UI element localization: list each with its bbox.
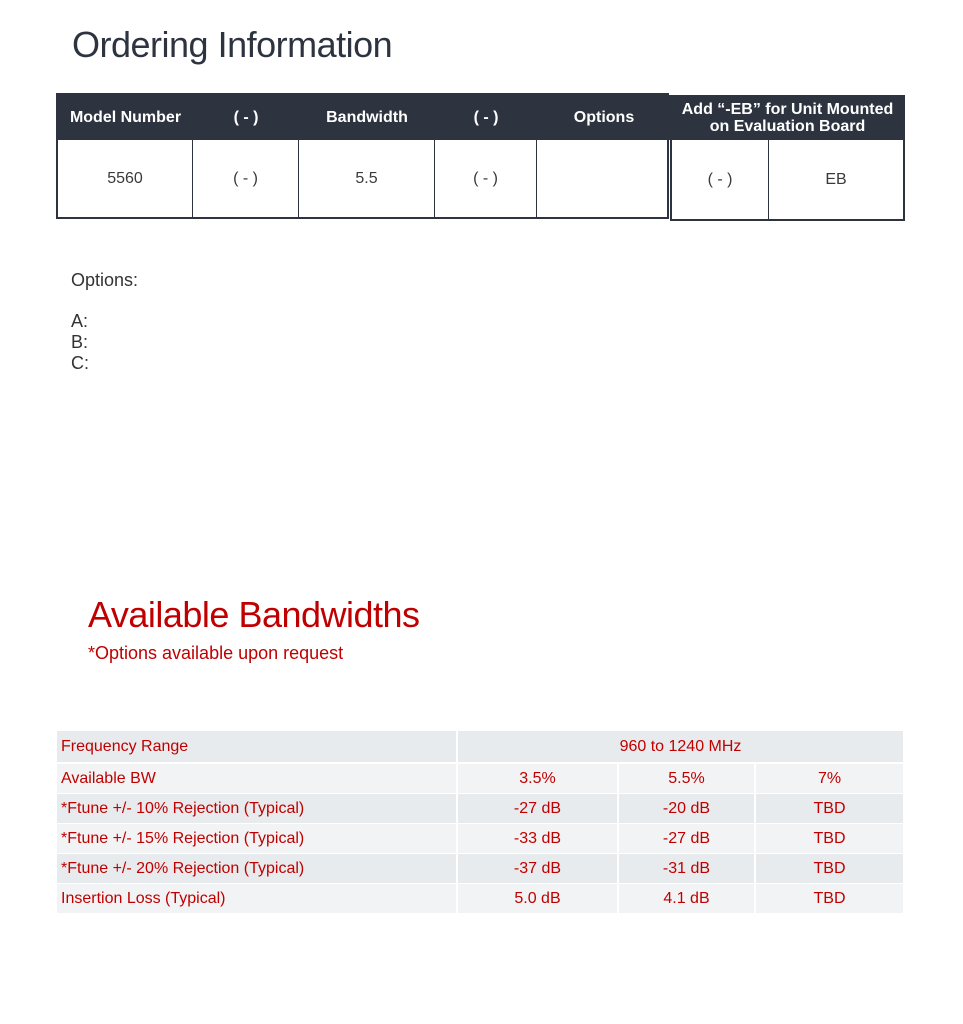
row-value: TBD bbox=[756, 884, 903, 913]
frequency-range-label: Frequency Range bbox=[57, 731, 456, 762]
header-separator-1: ( - ) bbox=[193, 95, 299, 140]
table-row bbox=[57, 764, 903, 793]
table-row bbox=[57, 794, 903, 823]
row-value: -37 dB bbox=[458, 854, 617, 883]
row-label: *Ftune +/- 15% Rejection (Typical) bbox=[57, 824, 456, 853]
header-separator-2: ( - ) bbox=[435, 95, 537, 140]
available-bandwidths-subtitle: *Options available upon request bbox=[88, 643, 344, 663]
table-row bbox=[57, 854, 903, 883]
row-value: -27 dB bbox=[458, 794, 617, 823]
table-row bbox=[57, 824, 903, 853]
frequency-range-value: 960 to 1240 MHz bbox=[458, 731, 903, 762]
row-value: -33 dB bbox=[458, 824, 617, 853]
ordering-main-table bbox=[56, 93, 669, 219]
row-label: *Ftune +/- 10% Rejection (Typical) bbox=[57, 794, 456, 823]
row-value: 5.5% bbox=[619, 764, 754, 793]
row-value: 5.0 dB bbox=[458, 884, 617, 913]
row-label: Insertion Loss (Typical) bbox=[57, 884, 456, 913]
cell-bandwidth: 5.5 bbox=[299, 140, 435, 217]
option-item-c: C: bbox=[71, 353, 89, 373]
header-options: Options bbox=[537, 95, 671, 140]
options-list bbox=[71, 311, 89, 374]
row-value: 7% bbox=[756, 764, 903, 793]
cell-separator-2: ( - ) bbox=[435, 140, 537, 217]
header-model-number: Model Number bbox=[58, 95, 193, 140]
row-label: Available BW bbox=[57, 764, 456, 793]
row-value: 4.1 dB bbox=[619, 884, 754, 913]
eb-table bbox=[670, 95, 905, 221]
row-value: -20 dB bbox=[619, 794, 754, 823]
row-value: TBD bbox=[756, 854, 903, 883]
options-label: Options: bbox=[71, 270, 139, 290]
option-item-b: B: bbox=[71, 332, 89, 352]
header-bandwidth: Bandwidth bbox=[299, 95, 435, 140]
cell-eb: EB bbox=[825, 170, 847, 188]
header-eb: Add “-EB” for Unit Mounted on Evaluation Board bbox=[672, 95, 903, 140]
row-value: 3.5% bbox=[458, 764, 617, 793]
cell-separator-1: ( - ) bbox=[193, 140, 299, 217]
row-value: TBD bbox=[756, 794, 903, 823]
row-value: -27 dB bbox=[619, 824, 754, 853]
page-title: Ordering Information bbox=[72, 24, 393, 65]
bandwidth-table bbox=[57, 731, 903, 914]
cell-options bbox=[537, 140, 667, 217]
row-value: -31 dB bbox=[619, 854, 754, 883]
row-label: *Ftune +/- 20% Rejection (Typical) bbox=[57, 854, 456, 883]
ordering-table bbox=[56, 93, 905, 221]
table-row bbox=[57, 884, 903, 913]
cell-eb-separator: ( - ) bbox=[672, 140, 769, 219]
option-item-a: A: bbox=[71, 311, 89, 331]
available-bandwidths-title: Available Bandwidths bbox=[88, 594, 420, 635]
cell-model-number: 5560 bbox=[58, 140, 193, 217]
table-row bbox=[57, 731, 903, 762]
row-value: TBD bbox=[756, 824, 903, 853]
